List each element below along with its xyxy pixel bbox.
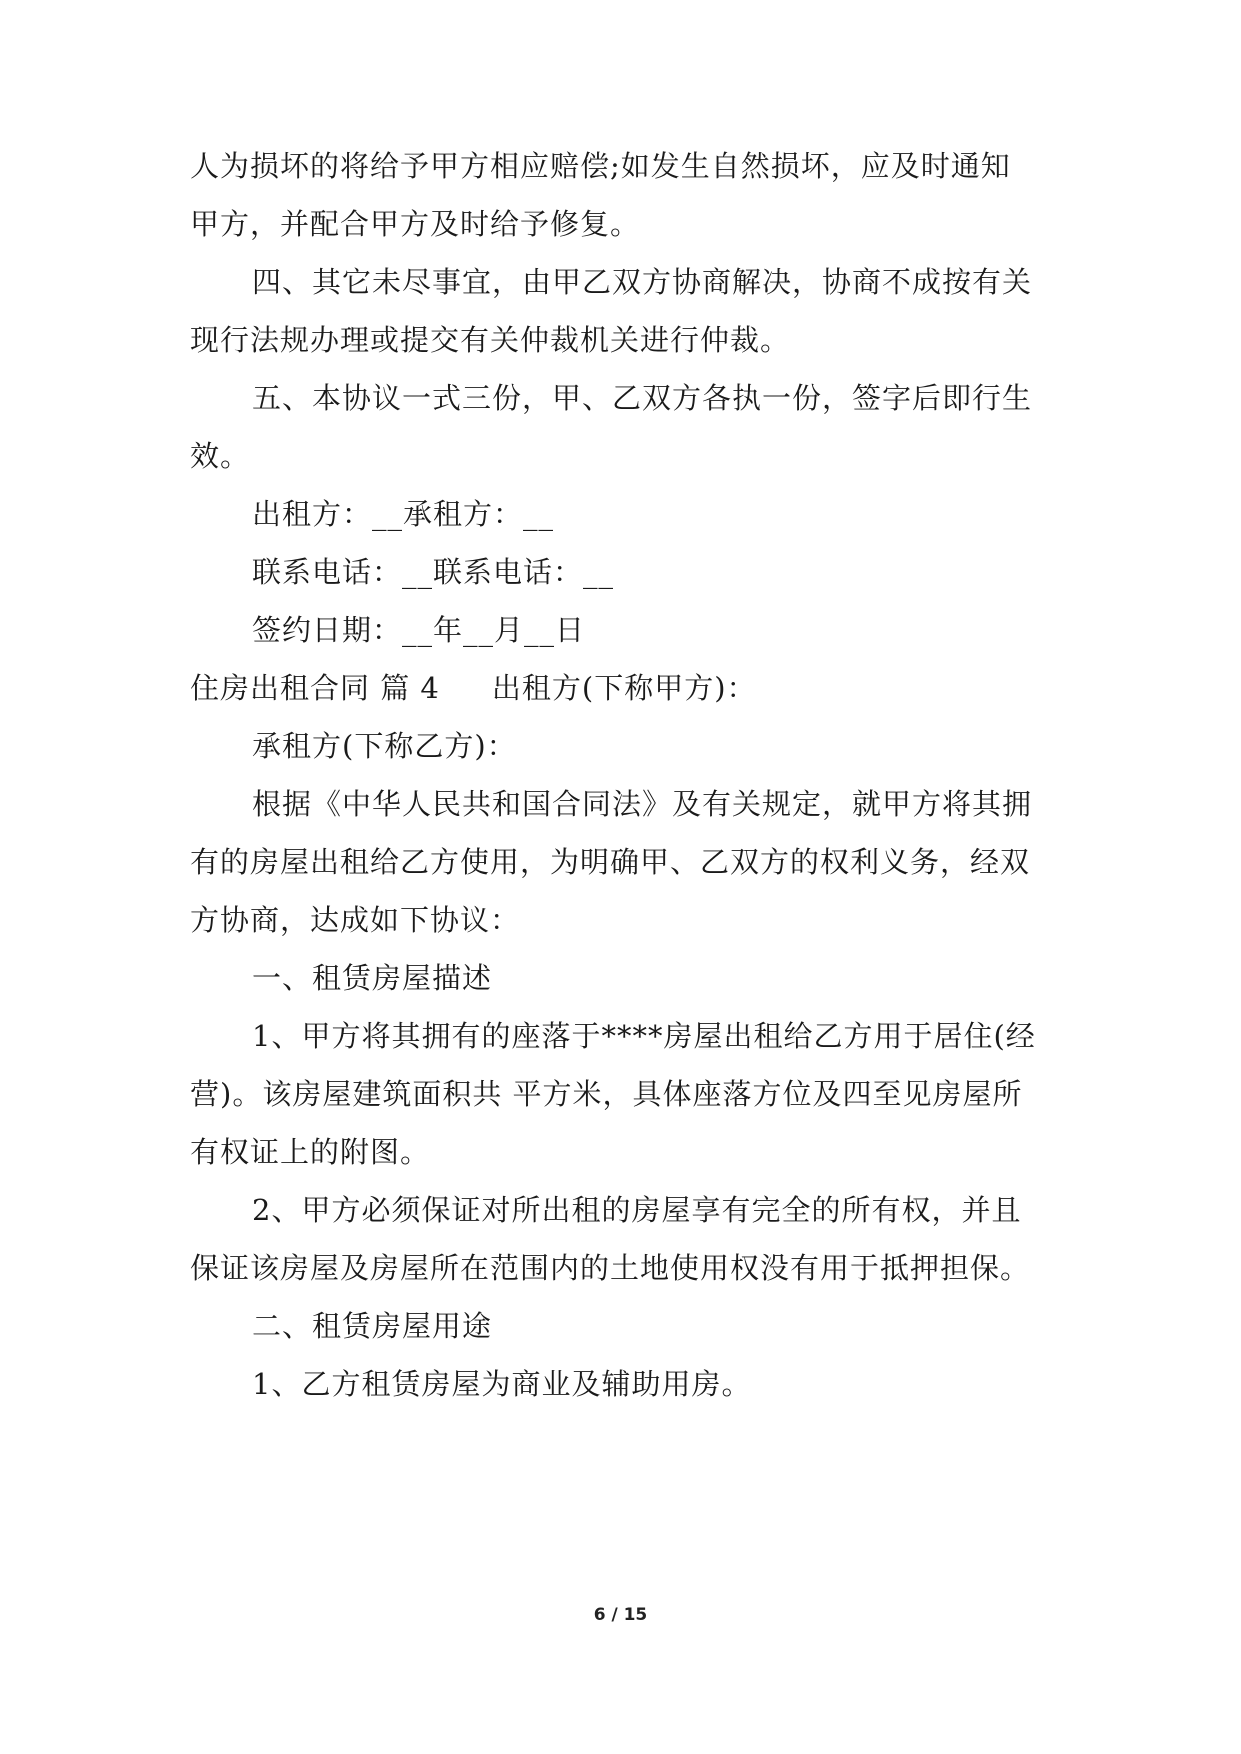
- paragraph-line: 效。: [190, 439, 251, 473]
- lessor-label: 出租方(下称甲方)：: [491, 671, 757, 705]
- paragraph-line: 营)。该房屋建筑面积共 平方米，具体座落方位及四至见房屋所: [190, 1077, 1023, 1111]
- section-heading: [190, 668, 1070, 708]
- section-title: 住房出租合同 篇 4: [190, 671, 440, 705]
- paragraph-line: 1、乙方租赁房屋为商业及辅助用房。: [252, 1367, 752, 1401]
- paragraph-line: 方协商，达成如下协议：: [190, 903, 521, 937]
- paragraph-line: 甲方，并配合甲方及时给予修复。: [190, 207, 641, 241]
- paragraph-line: 人为损坏的将给予甲方相应赔偿;如发生自然损坏，应及时通知: [190, 149, 1011, 183]
- paragraph-line: 有权证上的附图。: [190, 1135, 431, 1169]
- page-number: 6 / 15: [593, 1605, 648, 1625]
- signing-date-line: 签约日期：__年__月__日: [252, 613, 586, 647]
- paragraph-line: 2、甲方必须保证对所出租的房屋享有完全的所有权，并且: [252, 1193, 1022, 1227]
- paragraph-line: 保证该房屋及房屋所在范围内的土地使用权没有用于抵押担保。: [190, 1251, 1031, 1285]
- clause-heading: 二、租赁房屋用途: [252, 1309, 493, 1343]
- paragraph-line: 根据《中华人民共和国合同法》及有关规定，就甲方将其拥: [252, 787, 1033, 821]
- paragraph-line: 现行法规办理或提交有关仲裁机关进行仲裁。: [190, 323, 791, 357]
- contact-phone-line: 联系电话：__联系电话：__: [252, 555, 615, 589]
- paragraph-line: 有的房屋出租给乙方使用，为明确甲、乙双方的权利义务，经双: [190, 845, 1031, 879]
- signature-parties-line: 出租方：__承租方：__: [252, 497, 555, 531]
- clause-heading: 一、租赁房屋描述: [252, 961, 493, 995]
- paragraph-line: 四、其它未尽事宜，由甲乙双方协商解决，协商不成按有关: [252, 265, 1033, 299]
- paragraph-line: 1、甲方将其拥有的座落于****房屋出租给乙方用于居住(经: [252, 1019, 1036, 1053]
- lessee-label: 承租方(下称乙方)：: [252, 729, 517, 763]
- paragraph-line: 五、本协议一式三份，甲、乙双方各执一份，签字后即行生: [252, 381, 1033, 415]
